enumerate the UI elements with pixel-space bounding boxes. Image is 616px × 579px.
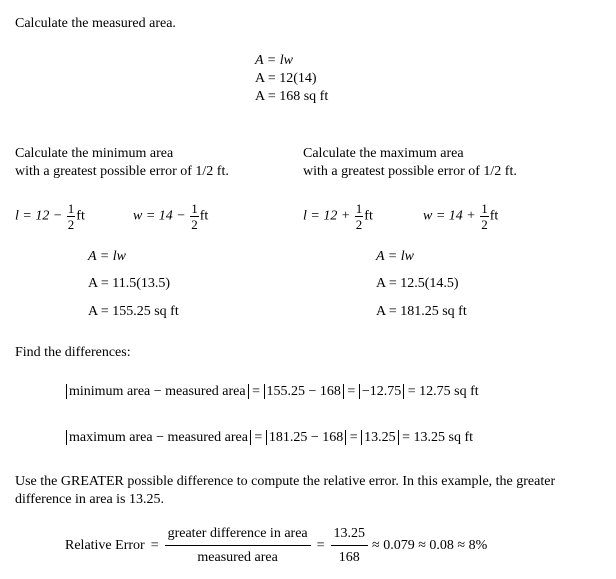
- fraction-numerator: 1: [481, 201, 488, 216]
- maximum-length-prefix: l = 12 +: [303, 208, 351, 224]
- minimum-area-eq-2: A = 11.5(13.5): [88, 276, 171, 291]
- relative-error-result: ≈ 0.079 ≈ 0.08 ≈ 8%: [372, 538, 488, 554]
- fraction-numerator: 1: [191, 201, 198, 216]
- difference-row-minimum: minimum area − measured area = 155.25 − 168 = −12.75 = 12.75 sq ft: [66, 384, 479, 400]
- maximum-width-expression: [423, 202, 498, 231]
- maximum-heading-line2: with a greatest possible error of 1/2 ft.: [303, 164, 517, 179]
- unit-label: ft: [364, 208, 373, 224]
- unit-label: ft: [489, 208, 499, 224]
- fraction-numerator: 1: [355, 201, 363, 216]
- maximum-area-eq-2: A = 12.5(14.5): [376, 276, 459, 291]
- maximum-area-eq-1: A = lw: [376, 249, 414, 264]
- maximum-length-fraction: [355, 202, 364, 231]
- minimum-width-expression: [133, 202, 208, 231]
- fraction-denominator: 2: [191, 217, 198, 232]
- minimum-heading-line1: Calculate the minimum area: [15, 146, 174, 161]
- minimum-width-fraction: [190, 202, 199, 231]
- fraction-numerator: 13.25: [331, 526, 369, 546]
- minimum-area-eq-3: A = 155.25 sq ft: [88, 304, 179, 319]
- minimum-length-expression: [15, 202, 85, 231]
- abs-expression: 155.25 − 168: [264, 384, 344, 399]
- fraction-denominator: measured area: [197, 550, 278, 566]
- maximum-width-fraction: [480, 202, 489, 231]
- fraction-denominator: 2: [481, 217, 488, 232]
- difference-result: = 13.25 sq ft: [402, 430, 474, 445]
- measured-eq-1: A = lw: [255, 53, 293, 68]
- maximum-heading-line1: Calculate the maximum area: [303, 146, 464, 161]
- fraction-denominator: 168: [338, 550, 360, 566]
- unit-label: ft: [76, 208, 85, 224]
- unit-label: ft: [199, 208, 209, 224]
- maximum-area-eq-3: A = 181.25 sq ft: [376, 304, 467, 319]
- difference-result: = 12.75 sq ft: [407, 384, 479, 399]
- conclusion-paragraph: Use the GREATER possible difference to compute the relative error. In this example, the greater difference in area is 13.25.: [15, 474, 556, 507]
- relative-error-equation: Relative Error = $\frac{\text{greater difference in area}}{\text{measured area}}$ = $\frac{13.25}{168}$ ≈ 0.079 ≈ 0.08 ≈ 8%: [65, 526, 488, 566]
- measured-eq-3: A = 168 sq ft: [255, 89, 329, 104]
- abs-expression: −12.75: [359, 384, 404, 399]
- fraction-numerator: greater difference in area: [165, 526, 311, 546]
- relative-error-fraction-values: [331, 526, 369, 566]
- relative-error-fraction-words: [165, 526, 311, 566]
- abs-expression: minimum area − measured area: [66, 384, 249, 399]
- abs-expression: 13.25: [361, 430, 399, 445]
- measured-eq-2: A = 12(14): [255, 71, 317, 86]
- maximum-width-prefix: w = 14 +: [423, 208, 476, 224]
- differences-heading: Find the differences:: [15, 345, 131, 360]
- fraction-denominator: 2: [355, 217, 363, 232]
- minimum-heading-line2: with a greatest possible error of 1/2 ft.: [15, 164, 229, 179]
- minimum-length-prefix: l = 12 −: [15, 208, 63, 224]
- abs-expression: maximum area − measured area: [66, 430, 251, 445]
- relative-error-label: Relative Error: [65, 538, 145, 554]
- fraction-denominator: 2: [67, 217, 75, 232]
- fraction-numerator: 1: [67, 201, 75, 216]
- minimum-width-prefix: w = 14 −: [133, 208, 186, 224]
- minimum-length-fraction: [67, 202, 76, 231]
- abs-expression: 181.25 − 168: [266, 430, 346, 445]
- difference-row-maximum: maximum area − measured area = 181.25 − 168 = 13.25 = 13.25 sq ft: [66, 430, 473, 446]
- maximum-length-expression: [303, 202, 373, 231]
- minimum-area-eq-1: A = lw: [88, 249, 126, 264]
- page-heading: Calculate the measured area.: [15, 16, 176, 31]
